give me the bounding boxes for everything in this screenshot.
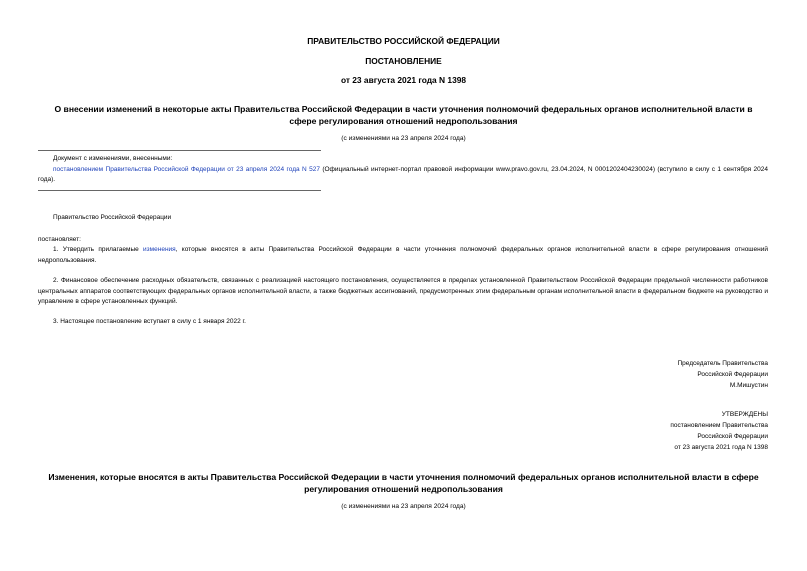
annex-title: Изменения, которые вносятся в акты Правительства Российской Федерации в части уточнения полномочий федеральных органов исполнительной власти в сфере регулирования отношений недропользования: [48, 472, 759, 494]
signature-name: М.Мишустин: [729, 382, 768, 389]
item-1-end: , которые вносятся в акты Правительства Российской Федерации в части уточнения полномочий федеральных органов исполнительной власти в сфере регулирования отношений недропользования.: [38, 246, 768, 264]
signature-block: [677, 358, 768, 391]
approved-country: Российской Федерации: [697, 433, 768, 440]
item-3: 3. Настоящее постановление вступает в силу с 1 января 2022 г.: [53, 318, 246, 325]
item-1-start: 1. Утвердить прилагаемые: [53, 246, 144, 253]
revision-note: (с изменениями на 23 апреля 2024 года): [341, 135, 466, 142]
signature-country: Российской Федерации: [697, 371, 768, 378]
item-1: [38, 245, 768, 266]
approved-date: от 23 августа 2021 года N 1398: [674, 444, 768, 451]
divider-bottom: [38, 190, 321, 191]
approval-block: [670, 409, 768, 453]
annex-revision-note: (с изменениями на 23 апреля 2024 года): [341, 503, 466, 510]
amending-decree-link[interactable]: постановлением Правительства Российской Федерации от 23 апреля 2024 года N 527: [53, 165, 320, 173]
changes-link[interactable]: изменения: [143, 246, 176, 253]
document-type: ПОСТАНОВЛЕНИЕ: [365, 56, 442, 66]
approved-by: постановлением Правительства: [670, 422, 768, 429]
issuer: Правительство Российской Федерации: [53, 214, 172, 221]
government-heading: ПРАВИТЕЛЬСТВО РОССИЙСКОЙ ФЕДЕРАЦИИ: [307, 36, 500, 46]
item-2: 2. Финансовое обеспечение расходных обязательств, связанных с реализацией настоящего постановления, осуществляется в пределах установленной Правительством Российской Федерации предельной численности работников центральных аппаратов соответствующих федеральных органов исполнительной власти, а также бюджетных ассигнований, предусмотренных этим федеральным органам исполнительной власти в федеральном бюджете на руководство и управление в сфере установленных функций.: [38, 277, 768, 305]
signature-position: Председатель Правительства: [677, 360, 768, 367]
changes-block: [38, 154, 768, 186]
divider-top: [38, 150, 321, 151]
changes-rest: (Официальный интернет-портал правовой информации www.pravo.gov.ru, 23.04.2024, N 0001202404230024) (вступило в силу с 1 сентября 2024 года).: [38, 165, 768, 183]
changes-text: [38, 165, 768, 186]
document-title: О внесении изменений в некоторые акты Правительства Российской Федерации в части уточнения полномочий федеральных органов исполнительной власти в сфере регулирования отношений недропользования: [54, 104, 753, 126]
changes-intro: Документ с изменениями, внесенными:: [53, 155, 173, 162]
decrees: постановляет:: [38, 236, 81, 243]
approved-label: УТВЕРЖДЕНЫ: [721, 411, 768, 418]
document-date-number: от 23 августа 2021 года N 1398: [340, 75, 467, 85]
